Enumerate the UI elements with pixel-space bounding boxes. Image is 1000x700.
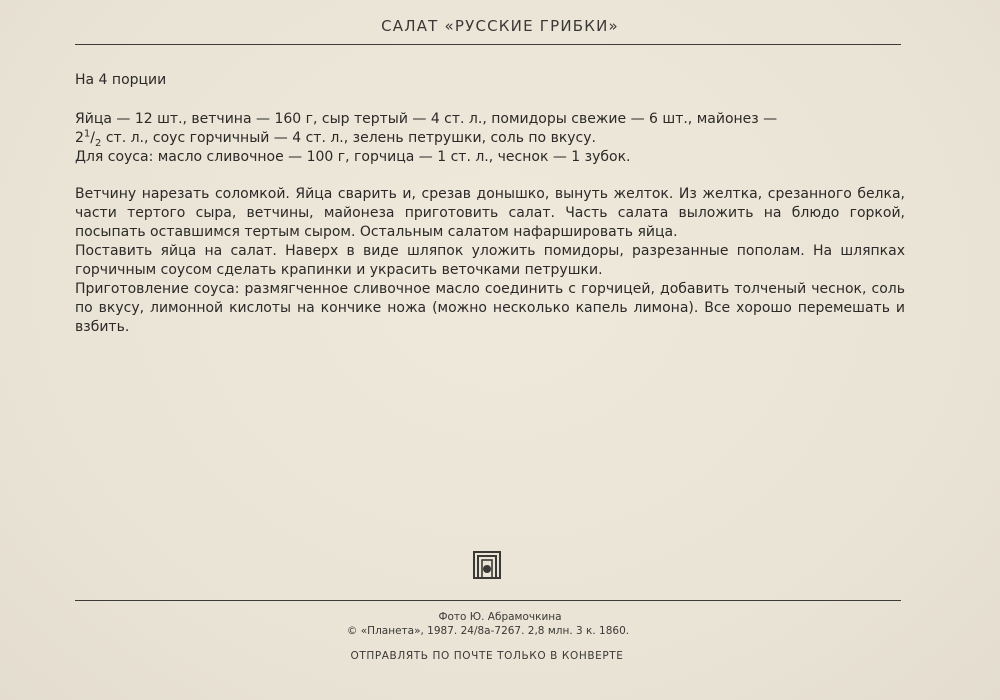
method-paragraph-2: Поставить яйца на салат. Наверх в виде шляпок уложить помидоры, разрезанные пополам. На шляпках горчичным соусом сделать крапинки и украсить веточками петрушки. [75,243,905,278]
top-divider [75,44,901,45]
fraction-whole: 2 [75,130,84,146]
portions-label: На 4 порции [75,72,167,88]
photo-credit: Фото Ю. Абрамочкина [438,611,562,623]
ingredients-line-1: Яйца — 12 шт., ветчина — 160 г, сыр тертый — 4 ст. л., помидоры свежие — 6 шт., майонез — [75,111,778,127]
ingredients-line-2 [75,129,905,148]
planeta-logo-icon [472,550,502,580]
page-title: САЛАТ «РУССКИЕ ГРИБКИ» [381,17,619,35]
method-section [75,185,905,337]
ingredients-section [75,110,905,167]
fraction-denominator: 2 [95,137,102,149]
fraction-numerator: 1 [83,128,91,140]
fraction-slash: / [90,130,96,146]
method-paragraph-1: Ветчину нарезать соломкой. Яйца сварить и, срезав донышко, вынуть желток. Из желтка, срезанного белка, части тертого сыра, ветчины, майонеза приготовить салат. Часть салата выложить на блюдо горкой, посыпать оставшимся тертым сыром. Остальным салатом нафаршировать яйца. [75,186,905,240]
publisher-imprint: © «Планета», 1987. 24/8а-7267. 2,8 млн. 3 к. 1860. [346,625,630,637]
bottom-divider [75,600,901,601]
sauce-ingredients: Для соуса: масло сливочное — 100 г, горчица — 1 ст. л., чеснок — 1 зубок. [75,149,631,165]
ingredients-line-2-rest: ст. л., соус горчичный — 4 ст. л., зелень петрушки, соль по вкусу. [101,130,596,146]
method-paragraph-3: Приготовление соуса: размягченное сливочное масло соединить с горчицей, добавить толченый чеснок, соль по вкусу, лимонной кислоты на кончике ножа (можно несколько капель лимона). Все хорошо перемешать и взбить. [75,281,905,335]
mailing-notice: ОТПРАВЛЯТЬ ПО ПОЧТЕ ТОЛЬКО В КОНВЕРТЕ [350,650,624,662]
